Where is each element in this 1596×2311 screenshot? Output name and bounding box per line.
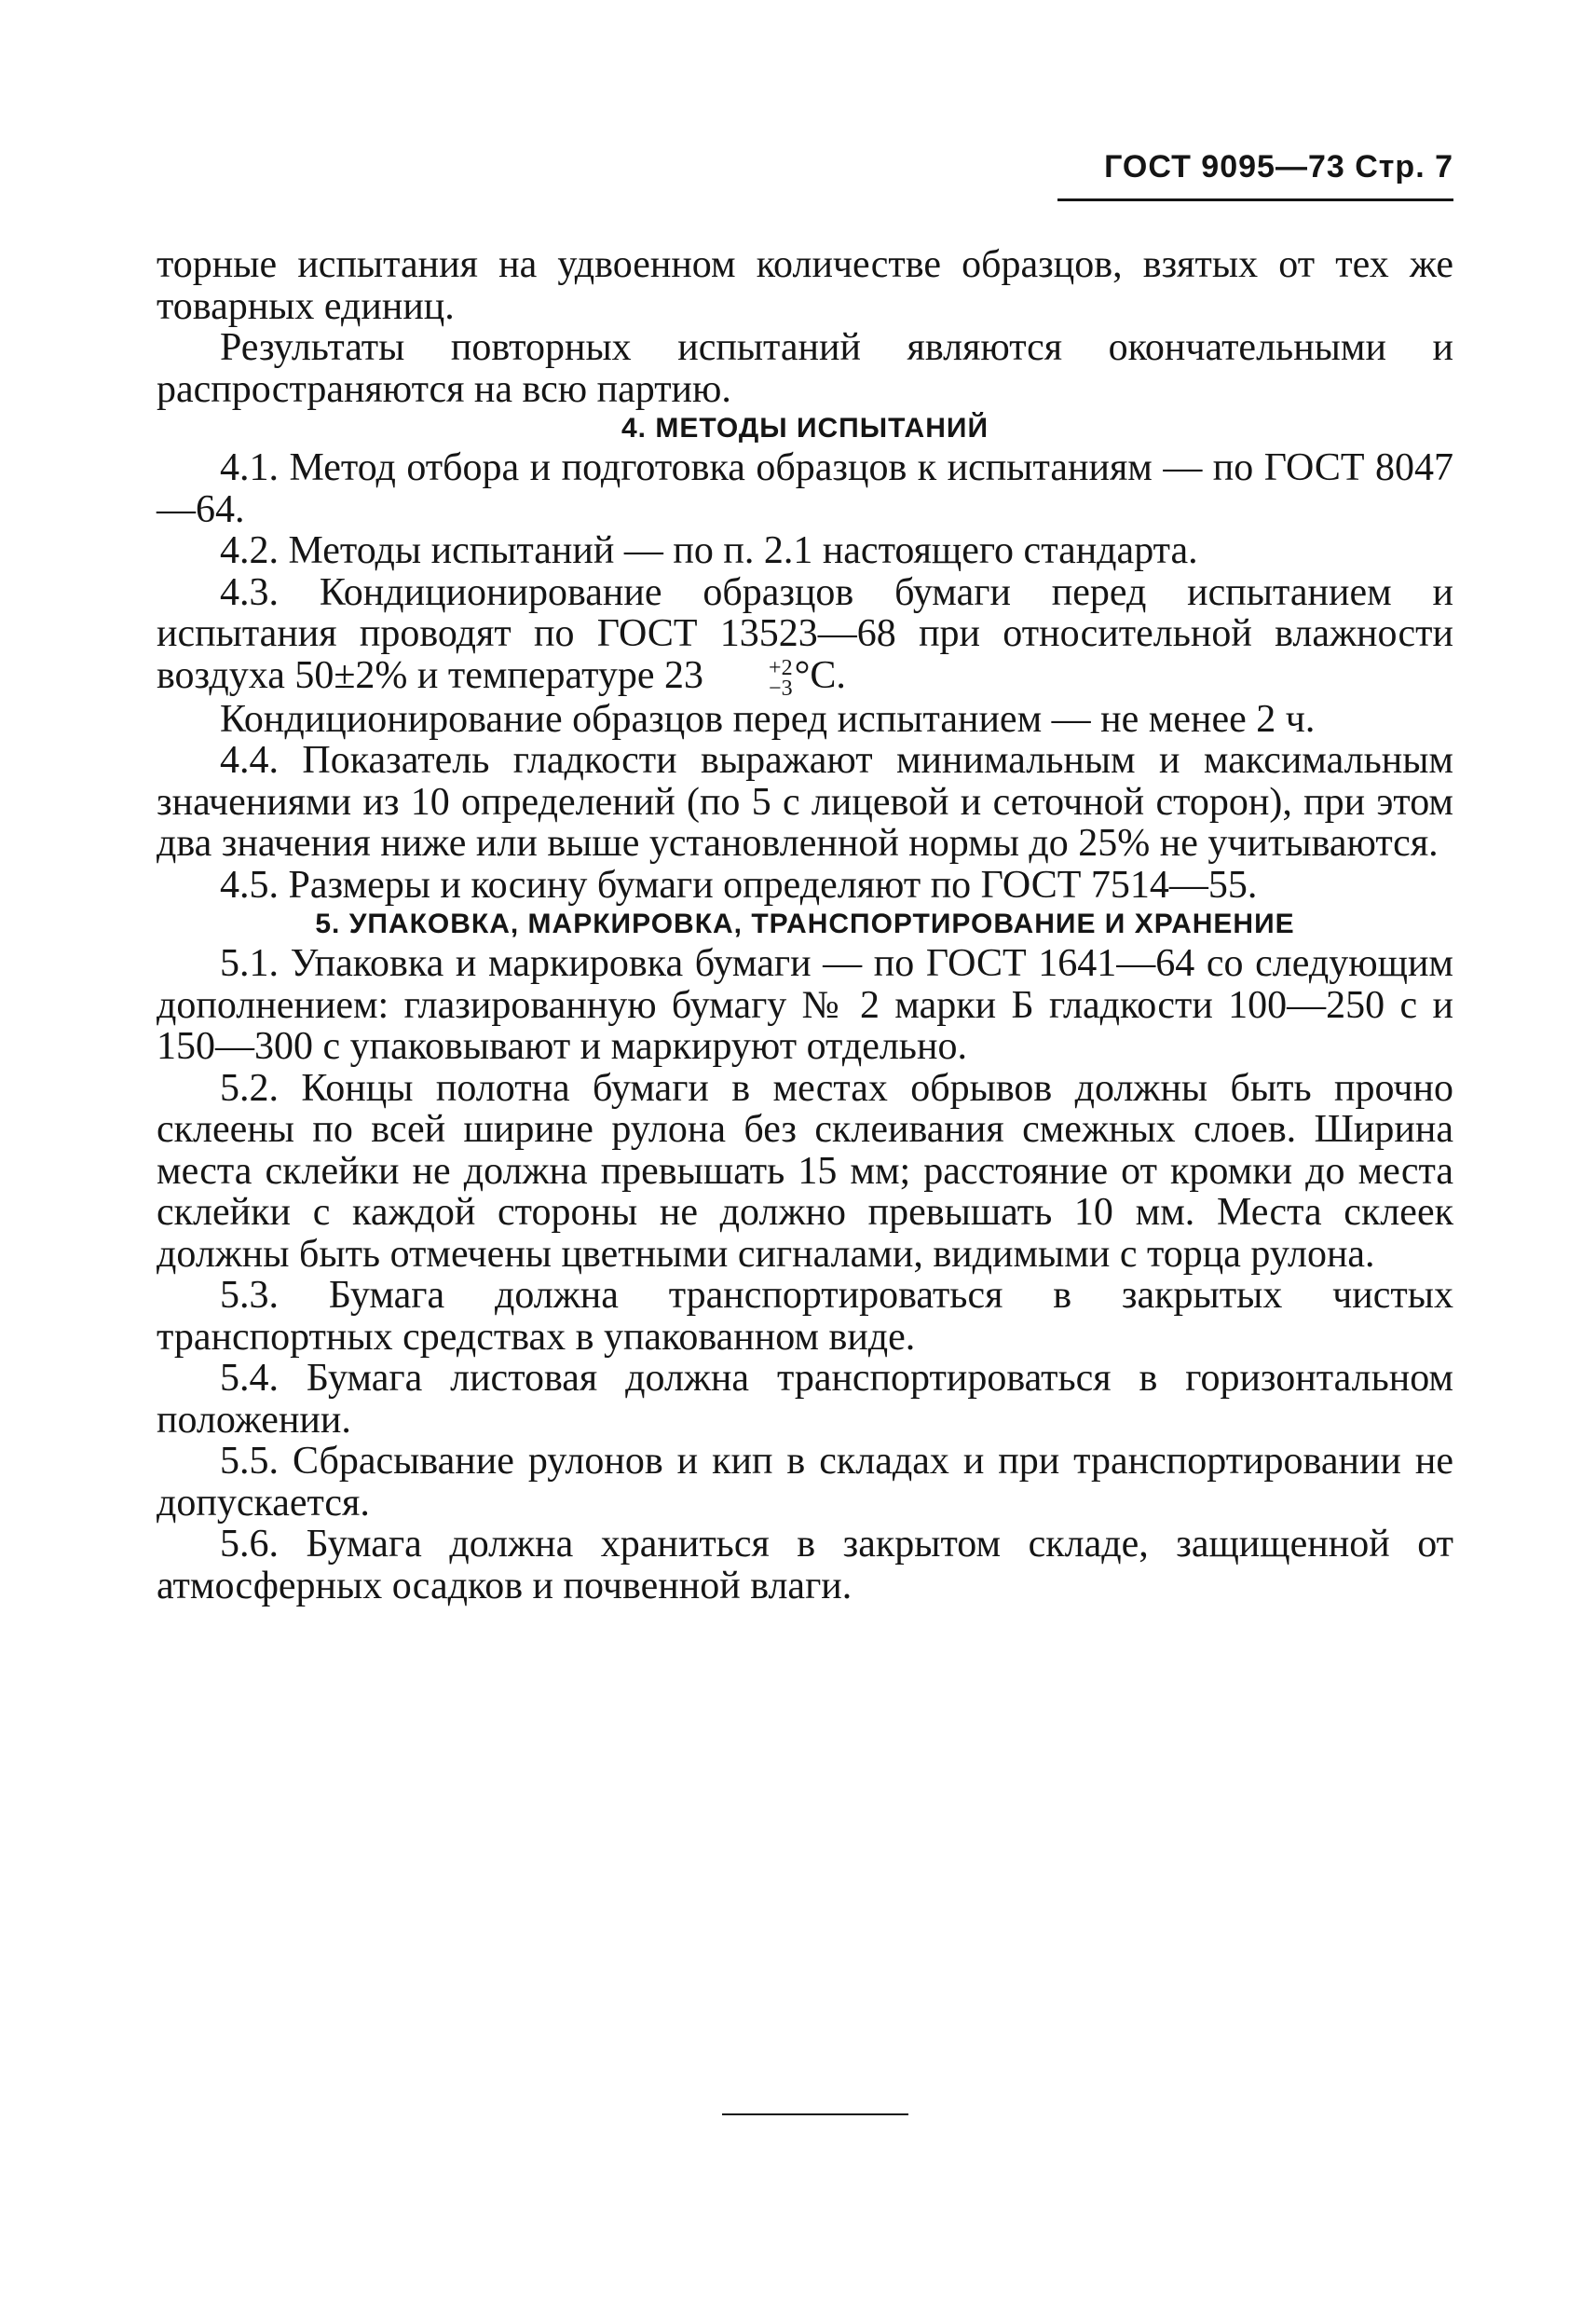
paragraph-results: Результаты повторных испытаний являются окончательными и распространяются на всю партию.	[157, 326, 1453, 411]
tolerance-minus: −3	[769, 676, 793, 701]
clause-4-3-text: 4.3. Кондиционирование образцов бумаги перед испытанием и испытания проводят по ГОСТ 13523—68 при относительной влажности воздуха 50±2% и температуре 23	[157, 570, 1453, 697]
page-number: Стр. 7	[1355, 149, 1453, 185]
clause-5-1: 5.1. Упаковка и маркировка бумаги — по ГОСТ 1641—64 со следующим дополнением: глазированную бумагу № 2 марки Б гладкости 100—250 с и 150—300 с упаковывают и маркируют отдельно.	[157, 942, 1453, 1069]
end-rule	[722, 2113, 908, 2115]
section-5-title: 5. УПАКОВКА, МАРКИРОВКА, ТРАНСПОРТИРОВАНИЕ И ХРАНЕНИЕ	[315, 909, 1295, 940]
temperature-unit: °С.	[794, 653, 846, 697]
clause-5-2: 5.2. Концы полотна бумаги в местах обрывов должны быть прочно склеены по всей ширине рулона без склеивания смежных слоев. Ширина места склейки не должна превышать 15 мм; расстояние от кромки до места склейки с каждой стороны не должно превышать 10 мм. Места склеек должны быть отмечены цветными сигналами, видимыми с торца рулона.	[157, 1066, 1453, 1276]
clause-5-6: 5.6. Бумага должна храниться в закрытом складе, защищенной от атмосферных осадков и почвенной влаги.	[157, 1523, 1453, 1607]
standard-number: ГОСТ 9095—73	[1104, 149, 1345, 185]
clause-4-3	[157, 572, 1453, 699]
clause-4-5: 4.5. Размеры и косину бумаги определяют по ГОСТ 7514—55.	[220, 863, 1258, 907]
clause-5-4: 5.4. Бумага листовая должна транспортироваться в горизонтальном положении.	[157, 1357, 1453, 1442]
temperature-tolerance	[705, 655, 793, 701]
running-header	[1081, 149, 1453, 185]
continuation-paragraph: торные испытания на удвоенном количестве образцов, взятых от тех же товарных единиц.	[157, 243, 1453, 328]
clause-4-3-conditioning: Кондиционирование образцов перед испытанием — не менее 2 ч.	[220, 697, 1316, 741]
tolerance-plus: +2	[769, 655, 793, 680]
clause-5-5: 5.5. Сбрасывание рулонов и кип в складах и при транспортировании не допускается.	[157, 1440, 1453, 1525]
clause-4-1: 4.1. Метод отбора и подготовка образцов к испытаниям — по ГОСТ 8047—64.	[157, 446, 1453, 531]
header-rule	[1057, 198, 1453, 201]
section-4-title: 4. МЕТОДЫ ИСПЫТАНИЙ	[621, 413, 989, 444]
clause-4-2: 4.2. Методы испытаний — по п. 2.1 настоящего стандарта.	[220, 529, 1198, 572]
clause-5-3: 5.3. Бумага должна транспортироваться в закрытых чистых транспортных средствах в упакованном виде.	[157, 1274, 1453, 1359]
clause-4-4: 4.4. Показатель гладкости выражают минимальным и максимальным значениями из 10 определений (по 5 с лицевой и сеточной сторон), при этом два значения ниже или выше установленной нормы до 25% не учитываются.	[157, 739, 1453, 866]
body-text	[157, 244, 1453, 1607]
